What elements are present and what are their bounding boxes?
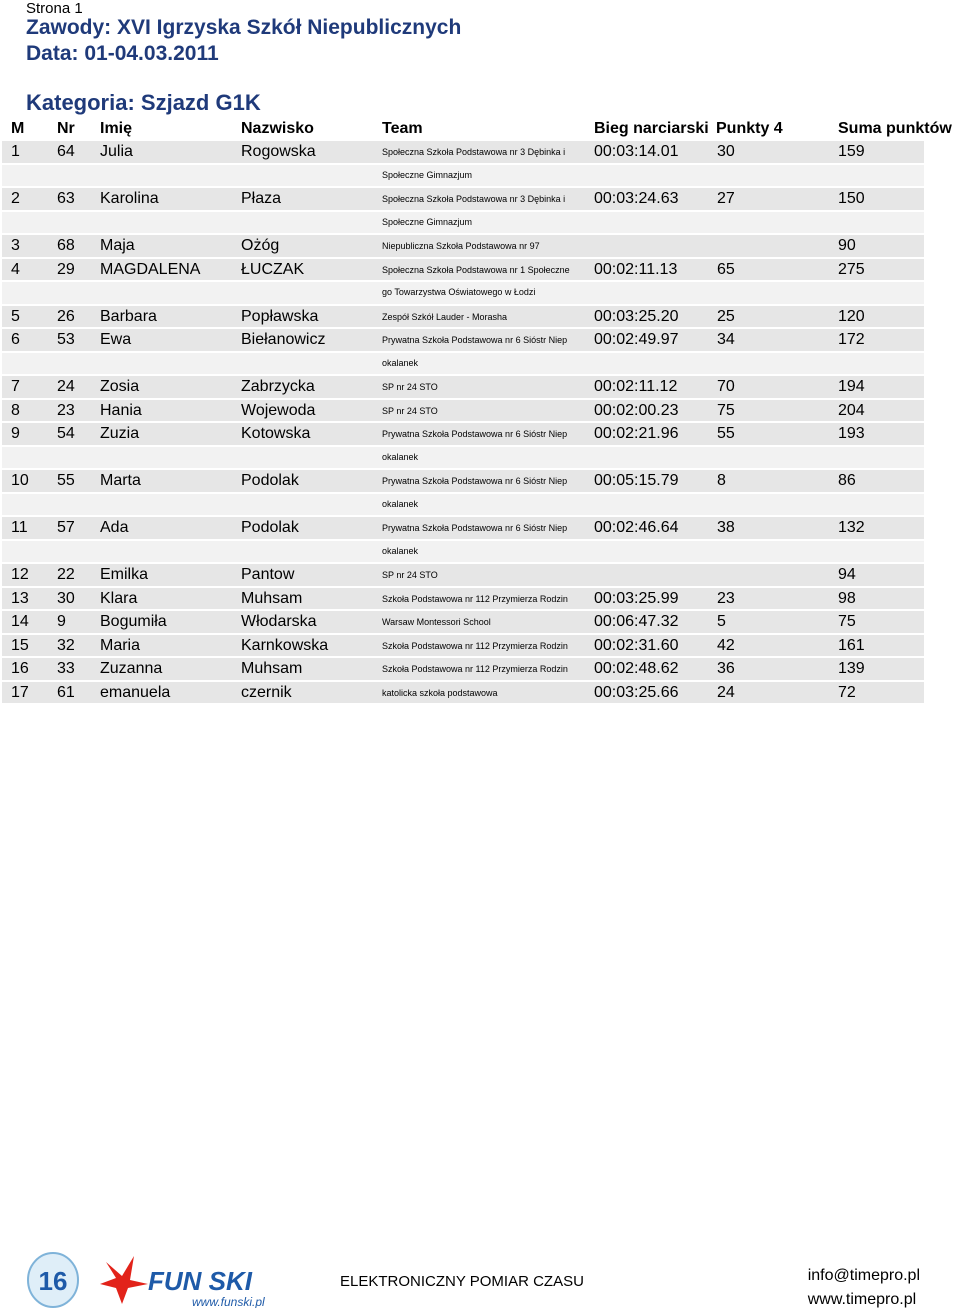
cell-team: Prywatna Szkoła Podstawowa nr 6 Sióstr Niep bbox=[382, 335, 568, 345]
cell-imie: Ewa bbox=[100, 331, 132, 348]
cell-m: 5 bbox=[11, 307, 20, 325]
cell-team: Szkoła Podstawowa nr 112 Przymierza Rodzin bbox=[382, 593, 568, 604]
table-row bbox=[0, 634, 960, 658]
table-row bbox=[0, 399, 960, 423]
event-date: Data: 01-04.03.2011 bbox=[26, 42, 219, 65]
table-header bbox=[0, 116, 960, 140]
cell-punkty: 70 bbox=[717, 378, 735, 395]
cell-suma: 150 bbox=[838, 190, 865, 207]
cell-team: Prywatna Szkoła Podstawowa nr 6 Sióstr Niep bbox=[382, 429, 568, 439]
cell-nr: 32 bbox=[57, 636, 75, 654]
cell-nazwisko: ŁUCZAK bbox=[241, 260, 305, 278]
cell-imie: Barbara bbox=[100, 307, 157, 325]
table-row-continuation bbox=[0, 493, 960, 517]
cell-nr: 55 bbox=[57, 472, 75, 489]
cell-imie: Maja bbox=[100, 237, 135, 254]
table-row bbox=[0, 610, 960, 634]
category-title: Kategoria: Szjazd G1K bbox=[26, 90, 261, 115]
cell-m: 11 bbox=[11, 519, 28, 536]
cell-imie: Ada bbox=[100, 519, 129, 536]
header-imie: Imię bbox=[100, 120, 133, 137]
cell-bieg: 00:02:11.13 bbox=[594, 260, 678, 278]
cell-suma: 275 bbox=[838, 260, 865, 278]
table-row bbox=[0, 328, 960, 352]
cell-team: Społeczna Szkoła Podstawowa nr 1 Społeczne bbox=[382, 264, 570, 275]
table-row-continuation bbox=[0, 164, 960, 188]
cell-punkty: 27 bbox=[717, 190, 735, 207]
cell-m: 14 bbox=[11, 613, 29, 630]
header-bieg: Bieg narciarski bbox=[594, 120, 709, 137]
table-row bbox=[0, 469, 960, 493]
cell-nazwisko: Rogowska bbox=[241, 143, 316, 160]
cell-team: Społeczna Szkoła Podstawowa nr 3 Dębinka i bbox=[382, 147, 566, 157]
cell-nazwisko: Popławska bbox=[241, 307, 319, 325]
cell-suma: 132 bbox=[838, 519, 865, 536]
cell-nazwisko: Karnkowska bbox=[241, 636, 329, 654]
logo-badge-text: 16 bbox=[38, 1266, 68, 1296]
table-row bbox=[0, 258, 960, 282]
cell-bieg: 00:02:21.96 bbox=[594, 425, 679, 442]
cell-suma: 75 bbox=[838, 613, 856, 630]
cell-nazwisko: Pantow bbox=[241, 566, 295, 583]
cell-nazwisko: Podolak bbox=[241, 472, 299, 489]
cell-nr: 33 bbox=[57, 660, 75, 677]
cell-nazwisko: Płaza bbox=[241, 190, 282, 207]
cell-m: 7 bbox=[11, 378, 20, 395]
cell-team-continued: okalanek bbox=[382, 357, 419, 368]
cell-punkty: 8 bbox=[717, 472, 726, 489]
footer-contact bbox=[808, 1264, 920, 1312]
header-nr: Nr bbox=[57, 120, 75, 137]
cell-nazwisko: Muhsam bbox=[241, 589, 303, 607]
cell-imie: MAGDALENA bbox=[100, 260, 201, 278]
cell-punkty: 75 bbox=[717, 401, 735, 419]
cell-m: 16 bbox=[11, 660, 29, 677]
cell-punkty: 55 bbox=[717, 425, 735, 442]
cell-m: 2 bbox=[11, 190, 20, 207]
cell-m: 6 bbox=[11, 331, 20, 348]
table-row bbox=[0, 375, 960, 399]
table-row-continuation bbox=[0, 211, 960, 235]
cell-punkty: 23 bbox=[717, 589, 735, 607]
cell-team: Społeczna Szkoła Podstawowa nr 3 Dębinka i bbox=[382, 194, 566, 204]
cell-bieg: 00:03:14.01 bbox=[594, 143, 679, 160]
cell-bieg: 00:05:15.79 bbox=[594, 472, 679, 489]
cell-suma: 204 bbox=[838, 401, 865, 419]
results-table bbox=[0, 116, 960, 704]
cell-m: 13 bbox=[11, 589, 29, 607]
table-row bbox=[0, 305, 960, 329]
footer-center-text: ELEKTRONICZNY POMIAR CZASU bbox=[340, 1273, 584, 1290]
cell-nr: 53 bbox=[57, 331, 75, 348]
cell-imie: Maria bbox=[100, 636, 141, 654]
cell-imie: Hania bbox=[100, 401, 142, 419]
cell-bieg: 00:02:11.12 bbox=[594, 378, 678, 395]
cell-nazwisko: Podolak bbox=[241, 519, 299, 536]
table-row bbox=[0, 140, 960, 164]
table-row bbox=[0, 587, 960, 611]
cell-suma: 90 bbox=[838, 237, 856, 254]
cell-imie: Emilka bbox=[100, 566, 149, 583]
cell-bieg: 00:02:46.64 bbox=[594, 519, 679, 536]
cell-suma: 139 bbox=[838, 660, 865, 677]
cell-nr: 26 bbox=[57, 307, 75, 325]
cell-team: katolicka szkoła podstawowa bbox=[382, 687, 498, 698]
cell-m: 3 bbox=[11, 237, 20, 254]
table-row bbox=[0, 563, 960, 587]
cell-bieg: 00:03:25.99 bbox=[594, 589, 679, 607]
cell-m: 1 bbox=[11, 143, 20, 160]
cell-suma: 98 bbox=[838, 589, 856, 607]
cell-m: 4 bbox=[11, 260, 20, 278]
cell-punkty: 25 bbox=[717, 307, 735, 325]
cell-team-continued: okalanek bbox=[382, 451, 419, 462]
cell-suma: 72 bbox=[838, 683, 856, 701]
cell-nr: 24 bbox=[57, 378, 75, 395]
cell-team: Szkoła Podstawowa nr 112 Przymierza Rodzin bbox=[382, 640, 568, 651]
cell-suma: 94 bbox=[838, 566, 856, 583]
table-row bbox=[0, 657, 960, 681]
footer-website[interactable]: www.timepro.pl bbox=[807, 1291, 917, 1308]
cell-suma: 86 bbox=[838, 472, 856, 489]
cell-m: 9 bbox=[11, 425, 20, 442]
table-row-continuation bbox=[0, 446, 960, 470]
cell-imie: emanuela bbox=[100, 683, 171, 701]
cell-team-continued: okalanek bbox=[382, 498, 419, 509]
cell-suma: 194 bbox=[838, 378, 865, 395]
cell-team-continued: go Towarzystwa Oświatowego w Łodzi bbox=[382, 287, 536, 297]
cell-nazwisko: Muhsam bbox=[241, 660, 303, 677]
cell-nr: 57 bbox=[57, 519, 75, 536]
cell-punkty: 34 bbox=[717, 331, 735, 348]
cell-team: SP nr 24 STO bbox=[382, 382, 438, 392]
cell-m: 12 bbox=[11, 566, 29, 583]
cell-nazwisko: Zabrzycka bbox=[241, 378, 315, 395]
cell-punkty: 36 bbox=[717, 660, 735, 677]
cell-bieg: 00:02:31.60 bbox=[594, 636, 679, 654]
logo-brand-text: FUN SKI bbox=[148, 1266, 252, 1296]
cell-imie: Karolina bbox=[100, 190, 159, 207]
event-title: Zawody: XVI Igrzyska Szkół Niepublicznych bbox=[26, 16, 462, 39]
cell-nr: 30 bbox=[57, 589, 75, 607]
cell-suma: 193 bbox=[838, 425, 865, 442]
cell-bieg: 00:06:47.32 bbox=[594, 613, 679, 630]
cell-nazwisko: Włodarska bbox=[241, 613, 317, 630]
cell-team: Warsaw Montessori School bbox=[382, 617, 491, 627]
cell-team: Prywatna Szkoła Podstawowa nr 6 Sióstr Niep bbox=[382, 523, 568, 533]
cell-imie: Zosia bbox=[100, 378, 140, 395]
cell-nazwisko: Ożóg bbox=[241, 237, 280, 254]
header-m: M bbox=[11, 120, 25, 137]
cell-team-continued: okalanek bbox=[382, 545, 419, 556]
cell-m: 8 bbox=[11, 401, 20, 419]
cell-team-continued: Społeczne Gimnazjum bbox=[382, 169, 473, 180]
cell-m: 15 bbox=[11, 636, 29, 654]
header-punkty: Punkty 4 bbox=[716, 120, 783, 137]
cell-nr: 61 bbox=[57, 683, 75, 701]
table-row bbox=[0, 422, 960, 446]
cell-team: Prywatna Szkoła Podstawowa nr 6 Sióstr Niep bbox=[382, 476, 568, 486]
cell-nazwisko: czernik bbox=[241, 683, 292, 701]
cell-bieg: 00:03:25.66 bbox=[594, 683, 679, 701]
cell-nazwisko: Biełanowicz bbox=[241, 331, 326, 348]
table-row bbox=[0, 516, 960, 540]
cell-nr: 68 bbox=[57, 237, 75, 254]
cell-imie: Zuzia bbox=[100, 425, 140, 442]
cell-suma: 172 bbox=[838, 331, 865, 348]
logo-url-text: www.funski.pl bbox=[192, 1295, 265, 1308]
cell-suma: 159 bbox=[838, 143, 865, 160]
cell-imie: Julia bbox=[100, 143, 133, 160]
cell-suma: 120 bbox=[838, 307, 865, 325]
cell-bieg: 00:03:25.20 bbox=[594, 307, 679, 325]
cell-suma: 161 bbox=[838, 636, 865, 654]
table-row bbox=[0, 681, 960, 705]
cell-nr: 9 bbox=[57, 613, 66, 630]
table-row-continuation bbox=[0, 540, 960, 564]
header-suma: Suma punktów bbox=[838, 120, 952, 137]
cell-m: 17 bbox=[11, 683, 29, 701]
table-row-continuation bbox=[0, 281, 960, 305]
cell-nr: 22 bbox=[57, 566, 75, 583]
cell-imie: Bogumiła bbox=[100, 613, 167, 630]
cell-m: 10 bbox=[11, 472, 29, 489]
cell-imie: Marta bbox=[100, 472, 141, 489]
cell-nr: 23 bbox=[57, 401, 75, 419]
cell-team: Zespół Szkół Lauder - Morasha bbox=[382, 311, 508, 322]
table-row-continuation bbox=[0, 352, 960, 376]
cell-punkty: 38 bbox=[717, 519, 735, 536]
table-row bbox=[0, 234, 960, 258]
cell-team: Szkoła Podstawowa nr 112 Przymierza Rodzin bbox=[382, 664, 568, 674]
cell-team: SP nr 24 STO bbox=[382, 570, 438, 580]
cell-imie: Zuzanna bbox=[100, 660, 163, 677]
cell-punkty: 5 bbox=[717, 613, 726, 630]
table-row bbox=[0, 187, 960, 211]
footer-email[interactable]: info@timepro.pl bbox=[807, 1267, 920, 1284]
page-label: Strona 1 bbox=[26, 0, 83, 17]
cell-nr: 64 bbox=[57, 143, 75, 160]
cell-team-continued: Społeczne Gimnazjum bbox=[382, 216, 473, 227]
cell-bieg: 00:02:49.97 bbox=[594, 331, 679, 348]
cell-nazwisko: Wojewoda bbox=[241, 401, 316, 419]
cell-punkty: 30 bbox=[717, 143, 735, 160]
cell-punkty: 24 bbox=[717, 683, 735, 701]
cell-punkty: 42 bbox=[717, 636, 735, 654]
cell-nr: 63 bbox=[57, 190, 75, 207]
cell-nazwisko: Kotowska bbox=[241, 425, 311, 442]
cell-nr: 54 bbox=[57, 425, 75, 442]
cell-bieg: 00:02:48.62 bbox=[594, 660, 679, 677]
cell-imie: Klara bbox=[100, 589, 138, 607]
cell-team: Niepubliczna Szkoła Podstawowa nr 97 bbox=[382, 241, 540, 251]
cell-team: SP nr 24 STO bbox=[382, 405, 438, 416]
table-body bbox=[0, 140, 960, 704]
cell-bieg: 00:02:00.23 bbox=[594, 401, 679, 419]
fun-ski-logo bbox=[26, 1250, 296, 1308]
cell-bieg: 00:03:24.63 bbox=[594, 190, 679, 207]
header-nazwisko: Nazwisko bbox=[241, 120, 314, 137]
cell-punkty: 65 bbox=[717, 260, 735, 278]
header-team: Team bbox=[382, 120, 423, 137]
cell-nr: 29 bbox=[57, 260, 75, 278]
